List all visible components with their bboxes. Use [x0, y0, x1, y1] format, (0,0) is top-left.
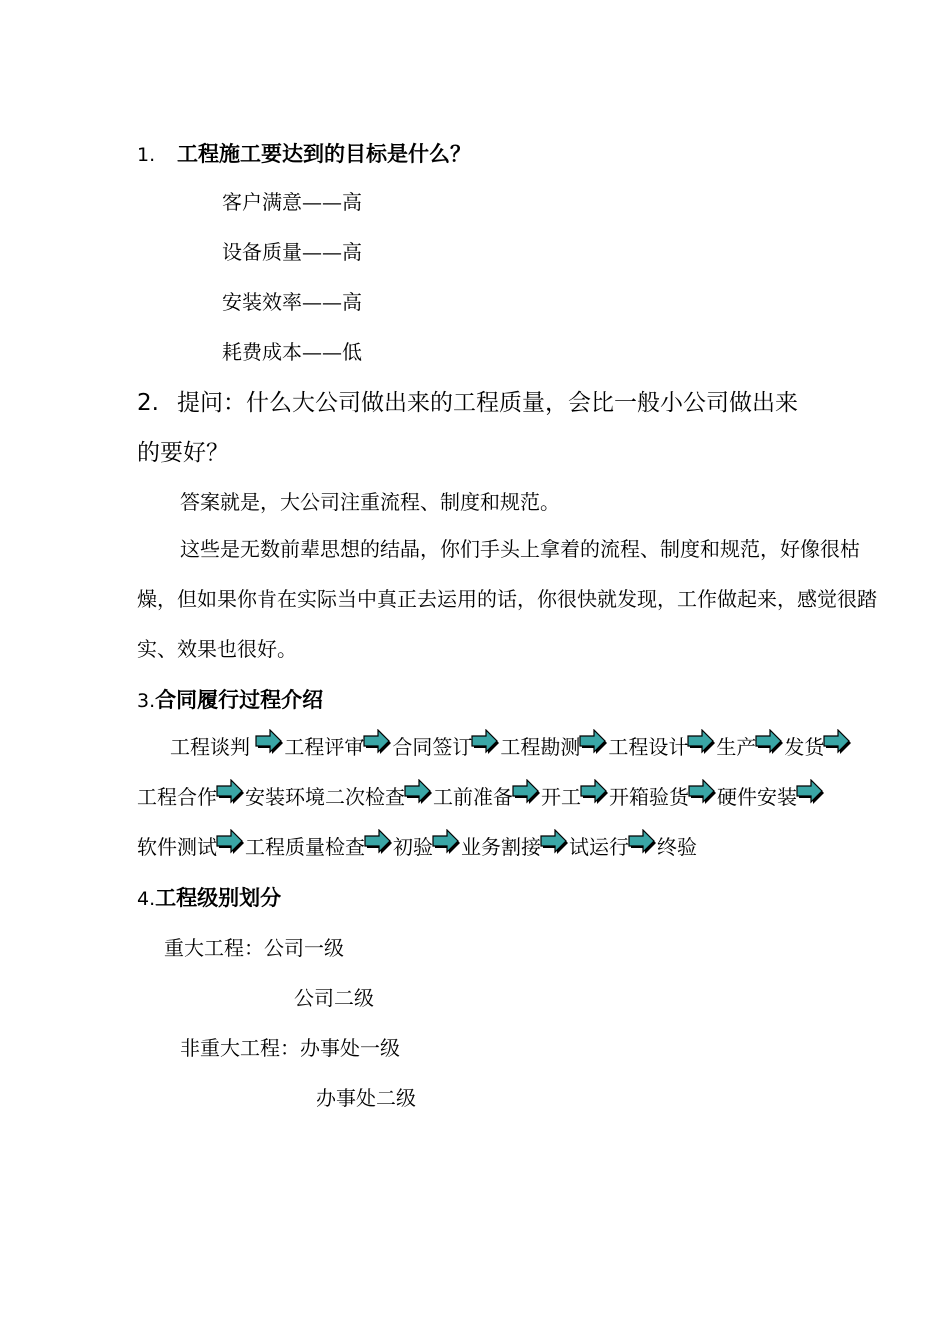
- process-step: 业务割接: [461, 835, 541, 859]
- arrow-right-icon: [216, 829, 246, 855]
- process-step: 安装环境二次检查: [245, 785, 405, 809]
- section4-title: 工程级别划分: [155, 886, 282, 910]
- arrow-right-icon: [512, 779, 542, 805]
- major-level-2: 公司二级: [294, 986, 374, 1010]
- arrow-right-icon: [628, 829, 658, 855]
- minor-level-1: 办事处一级: [300, 1036, 400, 1060]
- section1-heading: [137, 138, 471, 168]
- arrow-right-icon: [404, 779, 434, 805]
- section1-number: 1.: [137, 144, 156, 166]
- process-step: 生产: [716, 735, 757, 759]
- process-step: 发货: [784, 735, 825, 759]
- arrow-right-icon: [471, 729, 501, 755]
- section4-number: 4.: [137, 888, 156, 910]
- arrow-right-icon: [255, 729, 285, 755]
- section2-explanation: 这些是无数前辈思想的结晶，你们手头上拿着的流程、制度和规范，好像很枯燥，但如果你肯在实际当中真正去运用的话，你很快就发现，工作做起来，感觉很踏实、效果也很好。: [137, 537, 877, 661]
- arrow-right-icon: [755, 729, 785, 755]
- process-step: 开工: [541, 785, 581, 809]
- process-step: 工程质量检查: [245, 835, 365, 859]
- arrow-right-icon: [687, 729, 717, 755]
- section2-question-line1: 2. 提问：什么大公司做出来的工程质量，会比一般小公司做出来: [137, 390, 798, 416]
- process-step: 开箱验货: [609, 785, 689, 809]
- section1-title: 工程施工要达到的目标是什么？: [177, 142, 471, 166]
- minor-project-row: [180, 1032, 400, 1061]
- arrow-right-icon: [796, 779, 826, 805]
- process-step: 初验: [393, 835, 433, 859]
- goal-item: 客户满意——高: [222, 190, 362, 214]
- major-project-label: 重大工程：: [164, 936, 264, 960]
- section3-number: 3.: [137, 690, 156, 712]
- section3-title: 合同履行过程介绍: [155, 688, 324, 712]
- arrow-right-icon: [364, 829, 394, 855]
- process-step: 工程合作: [137, 785, 217, 809]
- process-step: 试运行: [569, 835, 629, 859]
- section4-heading: [137, 882, 281, 912]
- process-step: 工程谈判: [170, 735, 250, 759]
- arrow-right-icon: [216, 779, 246, 805]
- process-step: 硬件安装: [717, 785, 797, 809]
- major-level-1: 公司一级: [264, 936, 344, 960]
- arrow-right-icon: [688, 779, 718, 805]
- process-step: 工程设计: [608, 735, 689, 759]
- goal-item: 耗费成本——低: [222, 340, 362, 364]
- arrow-right-icon: [432, 829, 462, 855]
- section2-answer: 答案就是，大公司注重流程、制度和规范。: [180, 490, 560, 514]
- section2-number: 2.: [137, 390, 159, 416]
- goal-item: 安装效率——高: [222, 290, 362, 314]
- process-step: 工前准备: [433, 785, 513, 809]
- arrow-right-icon: [579, 729, 609, 755]
- section2-question-line2: 的要好？: [137, 440, 229, 466]
- arrow-right-icon: [823, 729, 853, 755]
- section3-heading: [137, 684, 323, 714]
- minor-level-2: 办事处二级: [316, 1086, 416, 1110]
- process-step: 终验: [657, 835, 697, 859]
- arrow-right-icon: [363, 729, 393, 755]
- minor-project-label: 非重大工程：: [180, 1036, 300, 1060]
- process-step: 软件测试: [137, 835, 217, 859]
- arrow-right-icon: [540, 829, 570, 855]
- goal-item: 设备质量——高: [222, 240, 362, 264]
- process-step: 工程勘测: [500, 735, 581, 759]
- arrow-right-icon: [580, 779, 610, 805]
- major-project-row: [164, 932, 344, 961]
- process-step: 合同签订: [392, 735, 473, 759]
- contract-process-flow: [137, 722, 887, 872]
- process-step: 工程评审: [284, 735, 365, 759]
